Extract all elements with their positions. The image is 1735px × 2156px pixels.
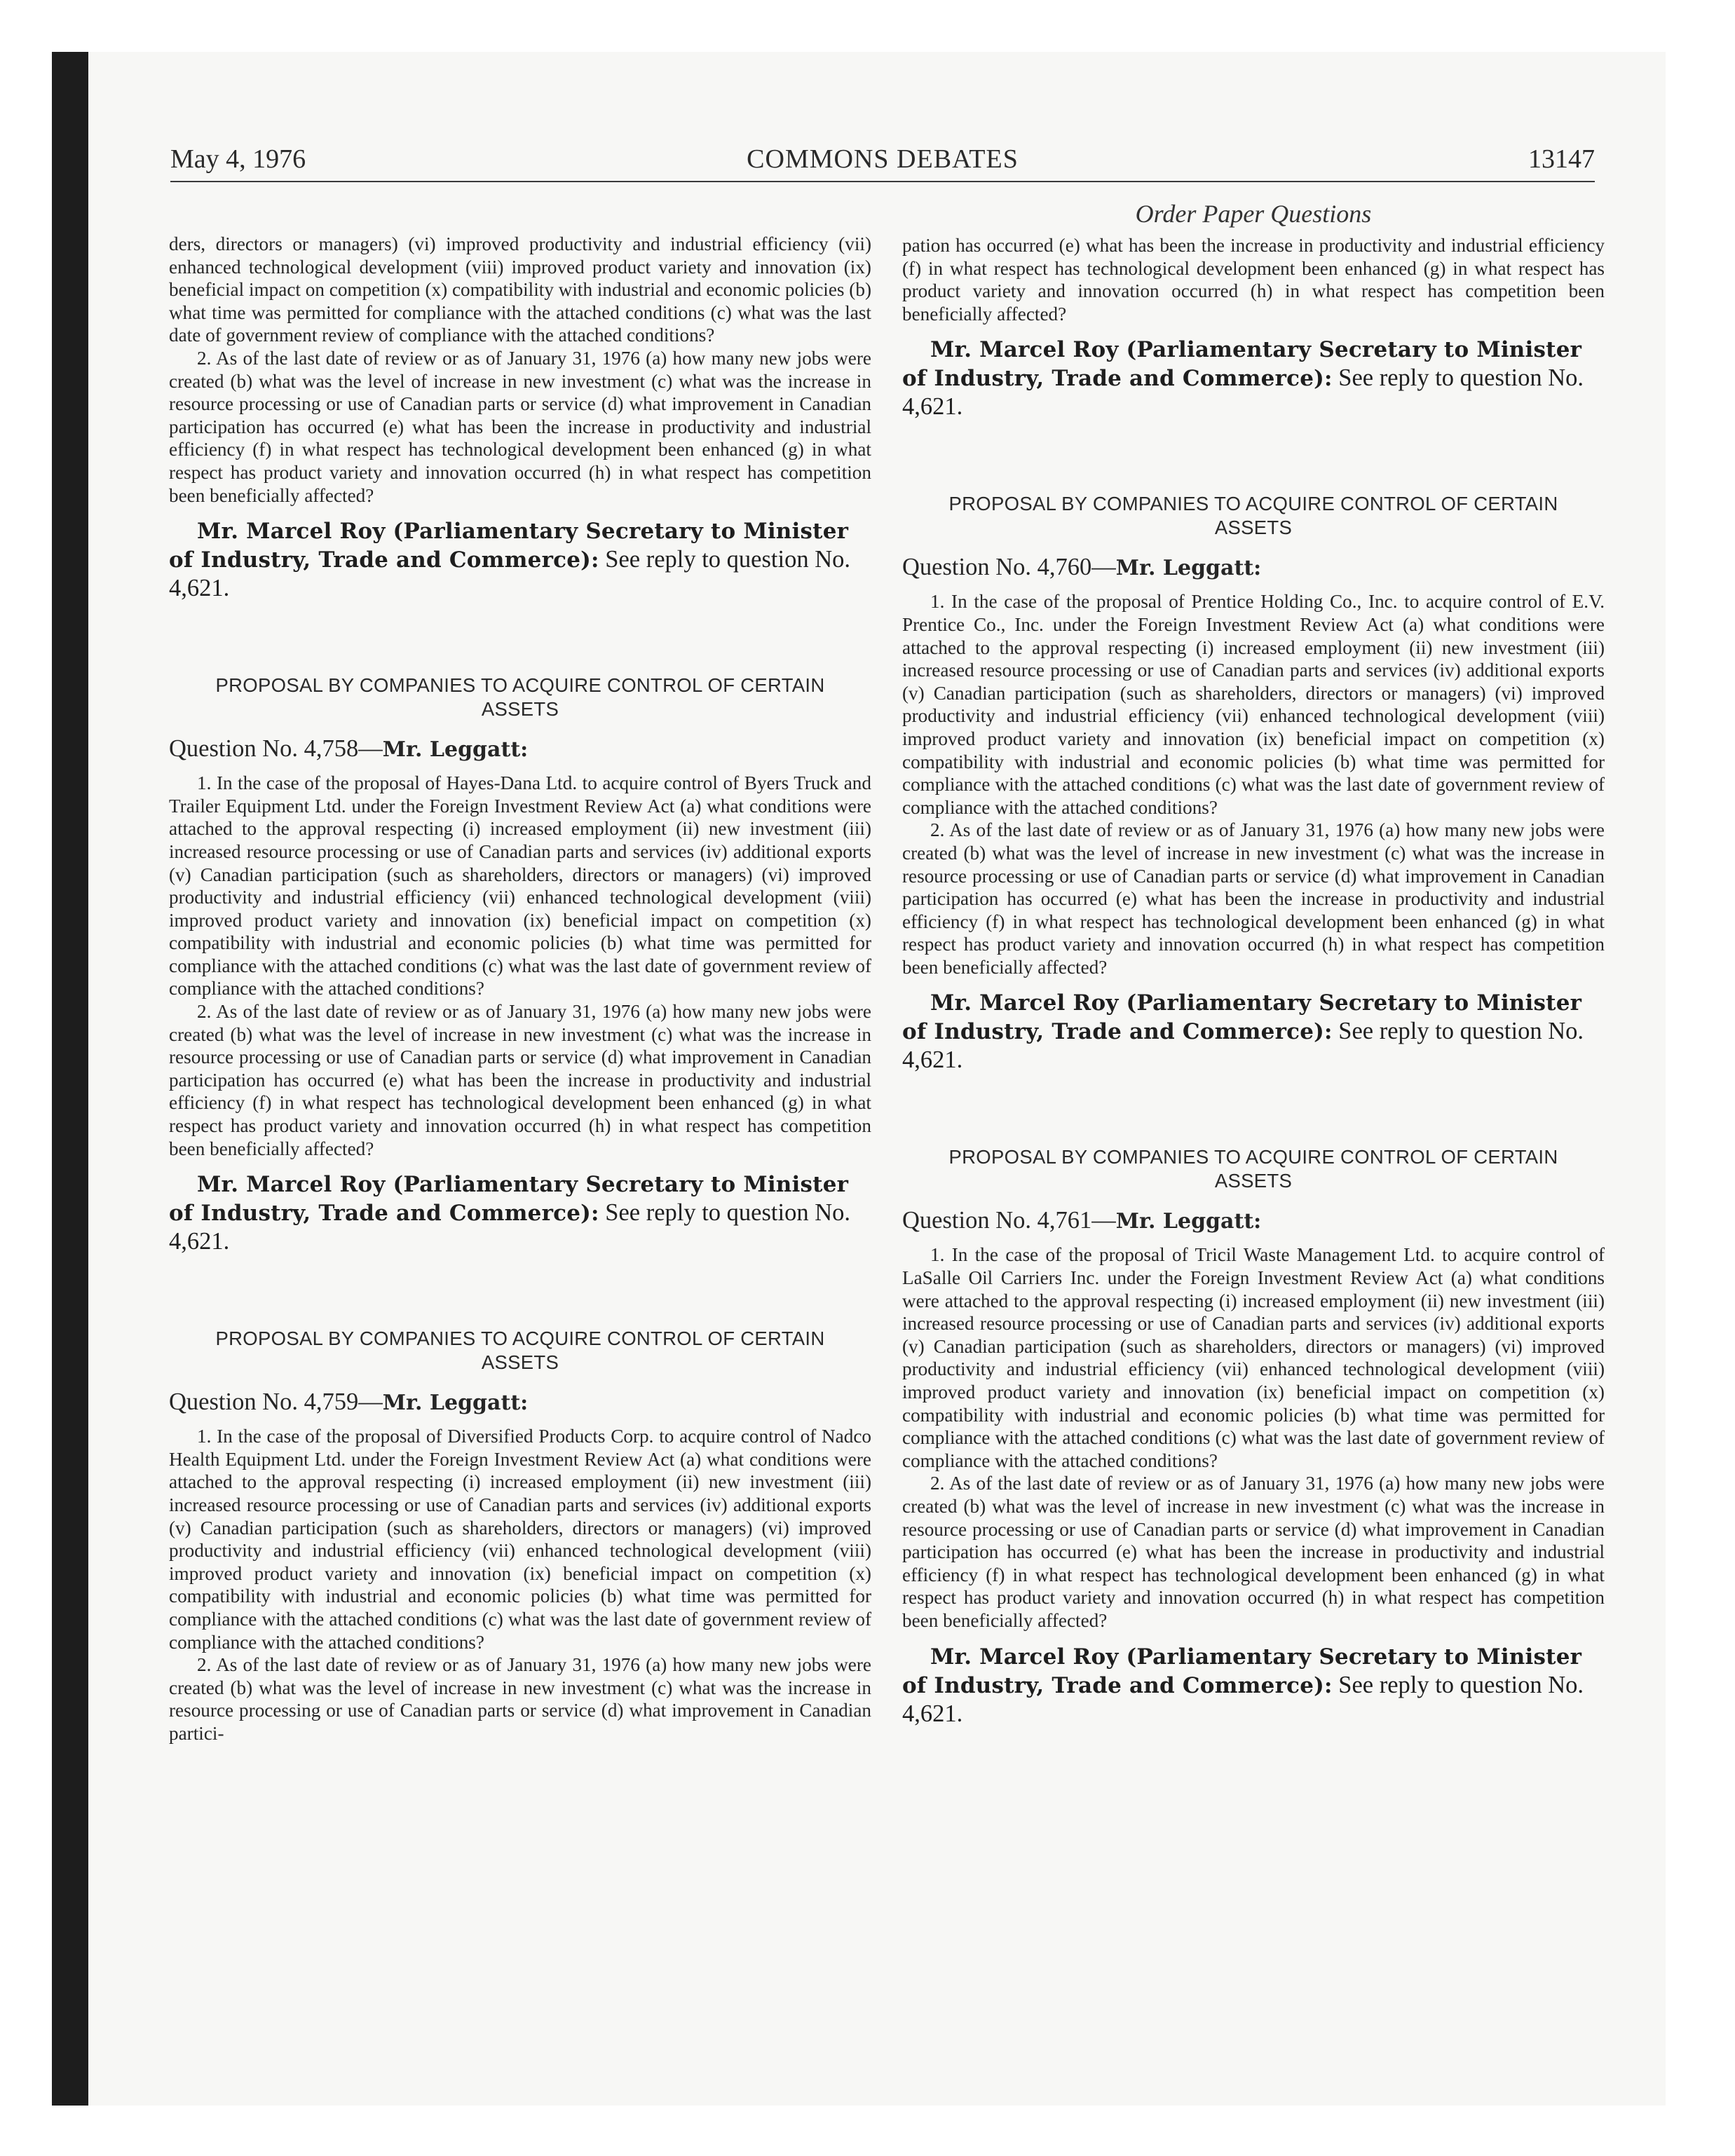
section-label: Order Paper Questions xyxy=(1135,200,1372,228)
right-column xyxy=(902,198,1605,1728)
reply-speaker: Mr. Marcel Roy (Parliamentary Secretary to Minister of Industry, Trade and Commerce): xyxy=(169,1172,849,1227)
question-number: Question No. 4,761— xyxy=(902,1207,1116,1234)
section-heading: PROPOSAL BY COMPANIES TO ACQUIRE CONTROL OF CERTAIN ASSETS xyxy=(215,1328,825,1374)
section-heading: PROPOSAL BY COMPANIES TO ACQUIRE CONTROL OF CERTAIN ASSETS xyxy=(948,1146,1558,1192)
header-title: COMMONS DEBATES xyxy=(747,144,1019,174)
paragraph: 1. In the case of the proposal of Diversified Products Corp. to acquire control of Nadco Health Equipment Ltd. under the Foreign Investment Review Act (a) what conditions were attached to the approval respecting (i) increased employment (ii) new investment (iii) increased resource processing or use of Canadian parts and services (iv) additional exports (v) Canadian participation (such as shareholders, directors or managers) (vi) improved productivity and industrial efficiency (vii) enhanced technological development (viii) improved product variety and innovation (ix) beneficial impact on competition (x) compatibility with industrial and economic policies (b) what time was permitted for compliance with the attached conditions (c) what was the last date of government review of compliance with the attached conditions? xyxy=(169,1426,871,1653)
paragraph: 2. As of the last date of review or as of January 31, 1976 (a) how many new jobs were created (b) what was the level of increase in new investment (c) what was the increase in resource processing or use of Canadian parts or service (d) what improvement in Canadian partici- xyxy=(169,1654,871,1744)
paragraph: 2. As of the last date of review or as of January 31, 1976 (a) how many new jobs were created (b) what was the level of increase in new investment (c) what was the increase in resource processing or use of Canadian parts or service (d) what improvement in Canadian participation has occurred (e) what has been the increase in productivity and industrial efficiency (f) in what respect has technological development been enhanced (g) in what respect has product variety and innovation occurred (h) in what respect has competition been beneficially affected? xyxy=(902,1473,1605,1631)
paragraph: 2. As of the last date of review or as of January 31, 1976 (a) how many new jobs were created (b) what was the level of increase in new investment (c) what was the increase in resource processing or use of Canadian parts or service (d) what improvement in Canadian participation has occurred (e) what has been the increase in productivity and industrial efficiency (f) in what respect has technological development been enhanced (g) in what respect has product variety and innovation occurred (h) in what respect has competition been beneficially affected? xyxy=(169,347,871,506)
paragraph: 1. In the case of the proposal of Hayes-Dana Ltd. to acquire control of Byers Truck and Trailer Equipment Ltd. under the Foreign Investment Review Act (a) what conditions were attached to the approval respecting (i) increased employment (ii) new investment (iii) increased resource processing or use of Canadian parts and services (iv) additional exports (v) Canadian participation (such as shareholders, directors or managers) (vi) improved productivity and industrial efficiency (vii) enhanced technological development (viii) improved product variety and innovation (ix) beneficial impact on competition (x) compatibility with industrial and economic policies (b) what time was permitted for compliance with the attached conditions (c) what was the last date of government review of compliance with the attached conditions? xyxy=(169,772,871,999)
reply-speaker: Mr. Marcel Roy (Parliamentary Secretary to Minister of Industry, Trade and Commerce): xyxy=(902,990,1582,1045)
question-title xyxy=(169,734,871,765)
header-page-number: 13147 xyxy=(1528,144,1595,174)
reply xyxy=(902,335,1605,421)
paragraph: 2. As of the last date of review or as of January 31, 1976 (a) how many new jobs were created (b) what was the level of increase in new investment (c) what was the increase in resource processing or use of Canadian parts or service (d) what improvement in Canadian participation has occurred (e) what has been the increase in productivity and industrial efficiency (f) in what respect has technological development been enhanced (g) in what respect has product variety and innovation occurred (h) in what respect has competition been beneficially affected? xyxy=(902,819,1605,978)
question-number: Question No. 4,760— xyxy=(902,554,1116,581)
question-asker: Mr. Leggatt: xyxy=(382,737,529,763)
page-header xyxy=(170,142,1595,182)
question-asker: Mr. Leggatt: xyxy=(1115,1209,1262,1234)
section-heading: PROPOSAL BY COMPANIES TO ACQUIRE CONTROL OF CERTAIN ASSETS xyxy=(215,674,825,721)
question-title xyxy=(902,1206,1605,1236)
paragraph: 2. As of the last date of review or as of January 31, 1976 (a) how many new jobs were created (b) what was the level of increase in new investment (c) what was the increase in resource processing or use of Canadian parts or service (d) what improvement in Canadian participation has occurred (e) what has been the increase in productivity and industrial efficiency (f) in what respect has technological development been enhanced (g) in what respect has product variety and innovation occurred (h) in what respect has competition been beneficially affected? xyxy=(169,1001,871,1159)
reply xyxy=(169,1170,871,1255)
reply-speaker: Mr. Marcel Roy (Parliamentary Secretary to Minister of Industry, Trade and Commerce): xyxy=(902,1644,1582,1698)
reply xyxy=(902,988,1605,1074)
reply-text: See reply to question No. 4,621. xyxy=(169,1199,850,1255)
scan-edge xyxy=(52,52,88,2106)
question-title xyxy=(902,552,1605,583)
reply-text: See reply to question No. 4,621. xyxy=(902,1671,1584,1727)
reply-text: See reply to question No. 4,621. xyxy=(169,546,850,602)
reply-speaker: Mr. Marcel Roy (Parliamentary Secretary to Minister of Industry, Trade and Commerce): xyxy=(902,337,1582,392)
header-date: May 4, 1976 xyxy=(170,144,306,174)
reply-text: See reply to question No. 4,621. xyxy=(902,364,1584,421)
reply xyxy=(902,1642,1605,1728)
reply-text: See reply to question No. 4,621. xyxy=(902,1018,1584,1074)
question-number: Question No. 4,759— xyxy=(169,1389,383,1416)
reply-speaker: Mr. Marcel Roy (Parliamentary Secretary to Minister of Industry, Trade and Commerce): xyxy=(169,519,849,573)
paragraph: 1. In the case of the proposal of Tricil Waste Management Ltd. to acquire control of LaSalle Oil Carriers Inc. under the Foreign Investment Review Act (a) what conditions were attached to the approval respecting (i) increased employment (ii) new investment (iii) increased resource processing or use of Canadian parts and services (iv) additional exports (v) Canadian participation (such as shareholders, directors or managers) (vi) improved productivity and industrial efficiency (vii) enhanced technological development (viii) improved product variety and innovation (ix) beneficial impact on competition (x) compatibility with industrial and economic policies (b) what time was permitted for compliance with the attached conditions (c) what was the last date of government review of compliance with the attached conditions? xyxy=(902,1244,1605,1471)
reply xyxy=(169,517,871,602)
question-title xyxy=(169,1387,871,1418)
paragraph: pation has occurred (e) what has been the increase in productivity and industrial efficiency (f) in what respect has technological development been enhanced (g) in what respect has product variety and innovation occurred (h) in what respect has competition been beneficially affected? xyxy=(902,235,1605,325)
section-heading: PROPOSAL BY COMPANIES TO ACQUIRE CONTROL OF CERTAIN ASSETS xyxy=(948,493,1558,539)
question-number: Question No. 4,758— xyxy=(169,735,383,763)
paragraph: 1. In the case of the proposal of Prentice Holding Co., Inc. to acquire control of E.V. Prentice Co., Inc. under the Foreign Investment Review Act (a) what conditions were attached to the approval respecting (i) increased employment (ii) new investment (iii) increased resource processing or use of Canadian parts and services (iv) additional exports (v) Canadian participation (such as shareholders, directors or managers) (vi) improved productivity and industrial efficiency (vii) enhanced technological development (viii) improved product variety and innovation (ix) beneficial impact on competition (x) compatibility with industrial and economic policies (b) what time was permitted for compliance with the attached conditions (c) what was the last date of government review of compliance with the attached conditions? xyxy=(902,591,1605,818)
paragraph: ders, directors or managers) (vi) improved productivity and industrial efficiency (vii) enhanced technological development (viii) improved product variety and innovation (ix) beneficial impact on competition (x) compatibility with industrial and economic policies (b) what time was permitted for compliance with the attached conditions (c) what was the last date of government review of compliance with the attached conditions? xyxy=(169,233,871,346)
question-asker: Mr. Leggatt: xyxy=(1115,556,1262,581)
left-column xyxy=(169,233,871,1745)
question-asker: Mr. Leggatt: xyxy=(382,1391,529,1416)
